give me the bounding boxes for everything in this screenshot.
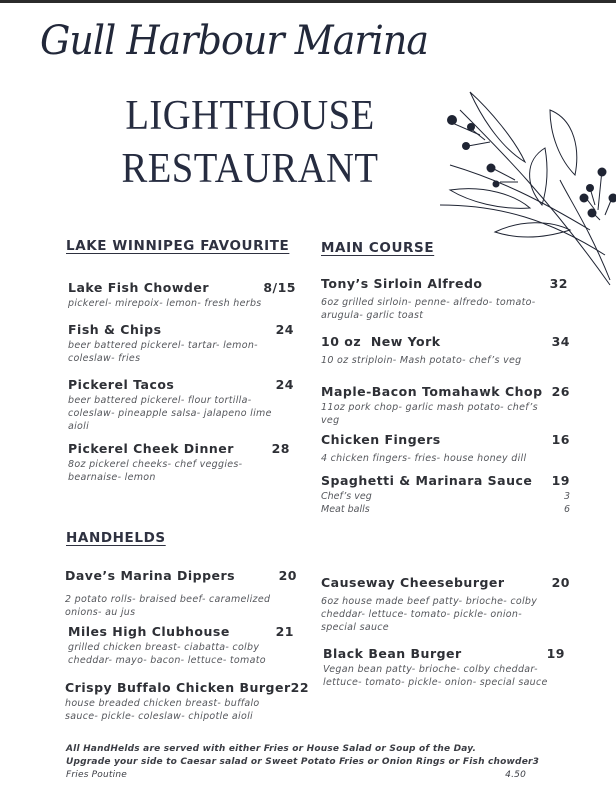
- addon-row: [321, 503, 570, 516]
- item-price: 24: [275, 322, 294, 337]
- item-price: 28: [271, 441, 290, 456]
- handhelds-sides-note: [66, 743, 526, 756]
- menu-item: [321, 334, 570, 367]
- poutine-row: [66, 769, 526, 782]
- item-name: Pickerel Cheek Dinner: [68, 441, 234, 456]
- item-name: Maple-Bacon Tomahawk Chop: [321, 384, 543, 399]
- item-price: 34: [551, 334, 570, 349]
- item-description: house breaded chicken breast- buffalo sauce- pickle- coleslaw- chipotle aioli: [65, 698, 260, 722]
- menu-item: [65, 680, 310, 723]
- note-text: All HandHelds are served with either Fries or House Salad or Soup of the Day.: [66, 744, 477, 754]
- item-price: 20: [551, 575, 570, 590]
- sides-note: [66, 743, 540, 782]
- item-price: 22: [290, 680, 310, 695]
- section-heading-handhelds: HANDHELDS: [66, 530, 166, 546]
- item-description: 8oz pickerel cheeks- chef veggies- bearnaise- lemon: [68, 459, 243, 483]
- item-name: Spaghetti & Marinara Sauce: [321, 473, 533, 488]
- item-description: 11oz pork chop- garlic mash potato- chef’s veg: [321, 402, 538, 426]
- addon-price: 3: [563, 491, 570, 502]
- item-price: 19: [551, 473, 570, 488]
- upgrade-text: Upgrade your side to Caesar salad or Sweet Potato Fries or Onion Rings or Fish chowder: [66, 757, 533, 767]
- item-name: Lake Fish Chowder: [68, 280, 210, 295]
- addon-row: [321, 490, 570, 503]
- item-price: 21: [275, 624, 294, 639]
- item-description: Vegan bean patty- brioche- colby cheddar- lettuce- tomato- pickle- onion- special sauce: [323, 664, 548, 688]
- top-edge-bar: [0, 0, 616, 3]
- menu-item: [321, 473, 570, 516]
- marina-name: Gull Harbour Marina: [40, 18, 429, 64]
- upgrade-row: [66, 756, 540, 769]
- menu-item: [321, 575, 570, 634]
- section-heading-lake-winnipeg: LAKE WINNIPEG FAVOURITE: [66, 238, 290, 254]
- addon-price: 6: [563, 504, 570, 515]
- item-description: 6oz house made beef patty- brioche- colby cheddar- lettuce- tomato- pickle- onion- special sauce: [321, 596, 538, 633]
- item-name: Tony’s Sirloin Alfredo: [321, 276, 483, 291]
- poutine-text: Fries Poutine: [66, 770, 127, 780]
- menu-item: [323, 646, 565, 689]
- menu-item: [68, 624, 294, 667]
- item-price: 8/15: [263, 280, 296, 295]
- menu-item: [68, 280, 296, 310]
- menu-item: [68, 322, 294, 365]
- item-description: pickerel- mirepoix- lemon- fresh herbs: [68, 298, 262, 309]
- item-description: grilled chicken breast- ciabatta- colby cheddar- mayo- bacon- lettuce- tomato: [68, 642, 266, 666]
- item-name: 10 oz New York: [321, 334, 441, 349]
- item-name: Miles High Clubhouse: [68, 624, 230, 639]
- item-description: 10 oz striploin- Mash potato- chef’s veg: [321, 355, 522, 366]
- menu-item: [68, 377, 294, 433]
- item-price: 24: [275, 377, 294, 392]
- item-description: 4 chicken fingers- fries- house honey dill: [321, 453, 527, 464]
- addon-name: Meat balls: [321, 504, 370, 515]
- leaf-branch-icon: [430, 80, 616, 290]
- item-name: Pickerel Tacos: [68, 377, 175, 392]
- restaurant-title-line2: RESTAURANT: [121, 146, 379, 192]
- item-description: beer battered pickerel- flour tortilla- coleslaw- pineapple salsa- jalapeno lime aioli: [68, 395, 272, 432]
- item-price: 19: [546, 646, 565, 661]
- menu-item: [321, 384, 570, 427]
- item-name: Dave’s Marina Dippers: [65, 568, 236, 583]
- item-price: 20: [278, 568, 297, 583]
- item-name: Crispy Buffalo Chicken Burger: [65, 680, 291, 695]
- item-name: Fish & Chips: [68, 322, 162, 337]
- item-name: Chicken Fingers: [321, 432, 441, 447]
- upgrade-price: 3: [532, 757, 540, 767]
- item-price: 16: [551, 432, 570, 447]
- item-description: 2 potato rolls- braised beef- caramelized onions- au jus: [65, 594, 271, 618]
- menu-item: [321, 276, 568, 322]
- restaurant-title-line1: LIGHTHOUSE: [125, 93, 375, 139]
- item-description: beer battered pickerel- tartar- lemon- coleslaw- fries: [68, 340, 258, 364]
- menu-item: [321, 432, 570, 465]
- item-name: Black Bean Burger: [323, 646, 462, 661]
- item-name: Causeway Cheeseburger: [321, 575, 505, 590]
- menu-item: [68, 441, 290, 484]
- menu-item: [65, 568, 297, 619]
- addon-name: Chef’s veg: [321, 491, 372, 502]
- item-price: 32: [549, 276, 568, 291]
- item-description: 6oz grilled sirloin- penne- alfredo- tomato- arugula- garlic toast: [321, 297, 536, 321]
- item-price: 26: [551, 384, 570, 399]
- section-heading-main-course: MAIN COURSE: [321, 240, 435, 256]
- poutine-price: 4.50: [505, 770, 526, 780]
